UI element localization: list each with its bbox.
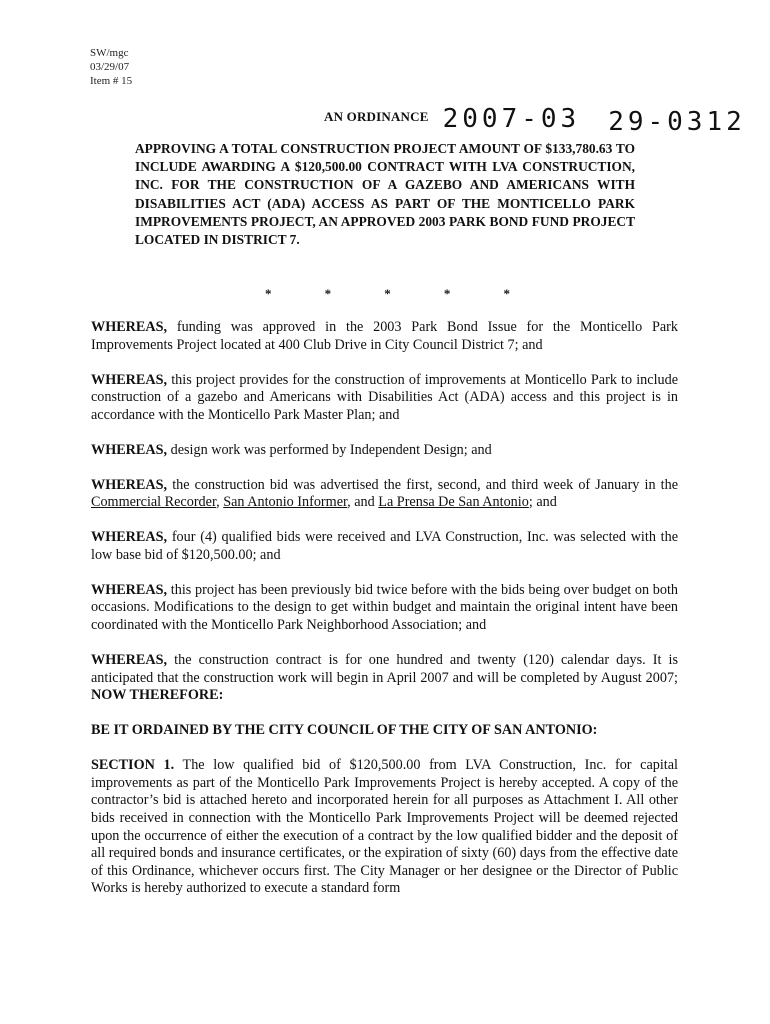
whereas-clause	[91, 582, 678, 635]
ordinance-number-suffix: 29-0312	[608, 107, 746, 137]
publication-name: Commercial Recorder	[91, 494, 217, 511]
clause-text: this project has been previously bid twice before with the bids being over budget on both occasions. Modifications to the design to get within budget and maintain the original intent have been coordinated with the Monticello Park Neighborhood Association; and	[91, 581, 678, 634]
section-separator	[265, 286, 510, 302]
clause-text: funding was approved in the 2003 Park Bond Issue for the Monticello Park Improvements Project located at 400 Club Drive in City Council District 7; and	[91, 319, 678, 353]
section-text: The low qualified bid of $120,500.00 from LVA Construction, Inc. for capital improvements as part of the Monticello Park Improvements Project is hereby accepted. A copy of the contractor’s bid is attached hereto and incorporated herein for all purposes as Attachment I. All other bids received in connection with the Monticello Park Improvements Project will be deemed rejected upon the occurrence of either the execution of a contract by the low qualified bidder and the deposit of all required bonds and insurance certificates, or the expiration of sixty (60) days from the effective date of this Ordinance, whichever occurs first. The City Manager or her designee or the Director of Public Works is hereby authorized to execute a standard form	[91, 757, 678, 897]
document-body	[91, 319, 678, 915]
publication-name: San Antonio Informer	[223, 494, 348, 511]
whereas-clause	[91, 477, 678, 512]
author-initials: SW/mgc	[90, 47, 129, 59]
clause-text: the construction contract is for one hundred and twenty (120) calendar days. It is anticipated that the construction work will begin in April 2007 and will be completed by August 2007;	[91, 652, 678, 686]
whereas-label: WHEREAS,	[91, 652, 168, 669]
document-header-meta	[90, 46, 132, 88]
whereas-clause	[91, 529, 678, 564]
clause-text: the construction bid was advertised the first, second, and third week of January in the	[167, 476, 678, 493]
clause-text: , and	[347, 494, 379, 511]
clause-text: ,	[216, 494, 224, 511]
item-number: Item # 15	[90, 75, 133, 87]
separator-star: *	[324, 286, 332, 301]
now-therefore: NOW THEREFORE:	[91, 687, 224, 704]
clause-text: design work was performed by Independent Design; and	[167, 441, 492, 458]
ordinance-number-line	[324, 104, 746, 137]
whereas-label: WHEREAS,	[91, 529, 168, 546]
whereas-clause	[91, 442, 678, 460]
clause-text: ; and	[528, 494, 557, 511]
whereas-label: WHEREAS,	[91, 319, 168, 335]
publication-name: La Prensa De San Antonio	[378, 494, 529, 511]
separator-star: *	[384, 286, 391, 301]
whereas-clause	[91, 319, 678, 354]
ordaining-clause: BE IT ORDAINED BY THE CITY COUNCIL OF THE CITY OF SAN ANTONIO:	[91, 722, 598, 739]
separator-star: *	[265, 286, 272, 301]
separator-star: *	[443, 286, 451, 301]
ordinance-number: 2007-03	[442, 104, 581, 134]
separator-star: *	[503, 286, 510, 301]
ordinance-label: AN ORDINANCE	[324, 109, 429, 124]
whereas-label: WHEREAS,	[91, 371, 168, 388]
whereas-label: WHEREAS,	[91, 441, 168, 458]
whereas-label: WHEREAS,	[91, 581, 168, 598]
section-label: SECTION 1.	[91, 757, 175, 774]
whereas-clause	[91, 652, 678, 705]
section-paragraph	[91, 757, 678, 898]
clause-text: this project provides for the construction of improvements at Monticello Park to include construction of a gazebo and Americans with Disabilities Act (ADA) access and this project is in accordance with the Monticello Park Master Plan; and	[91, 371, 678, 423]
ordinance-title: APPROVING A TOTAL CONSTRUCTION PROJECT AMOUNT OF $133,780.63 TO INCLUDE AWARDING A $120,500.00 CONTRACT WITH LVA CONSTRUCTION, INC. FOR THE CONSTRUCTION OF A GAZEBO AND AMERICANS WITH DISABILITIES ACT (ADA) ACCESS AS PART OF THE MONTICELLO PARK IMPROVEMENTS PROJECT, AN APPROVED 2003 PARK BOND FUND PROJECT LOCATED IN DISTRICT 7.	[135, 141, 635, 248]
whereas-label: WHEREAS,	[91, 476, 168, 493]
whereas-clause	[91, 372, 678, 425]
document-date: 03/29/07	[90, 61, 130, 73]
clause-text: four (4) qualified bids were received and LVA Construction, Inc. was selected with the low base bid of $120,500.00; and	[91, 529, 678, 563]
